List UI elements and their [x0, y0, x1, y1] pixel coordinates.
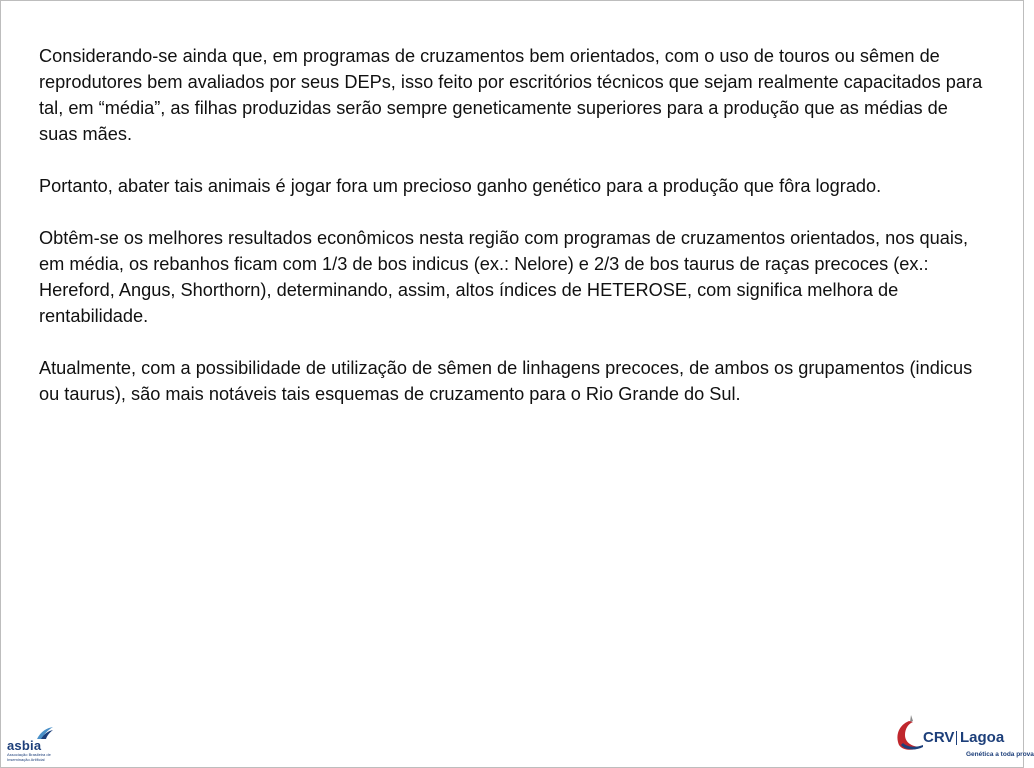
body-text	[39, 43, 989, 433]
paragraph-2: Portanto, abater tais animais é jogar fora um precioso ganho genético para a produção que fôra logrado.	[39, 176, 882, 196]
paragraph-1: Considerando-se ainda que, em programas de cruzamentos bem orientados, com o uso de touros ou sêmen de reprodutores bem avaliados por seus DEPs, isso feito por escritórios técnicos que sejam realmente capacitados para tal, em “média”, as filhas produzidas serão sempre geneticamente superiores para a produção que as médias de suas mães.	[39, 46, 983, 144]
paragraph-4: Atualmente, com a possibilidade de utilização de sêmen de linhagens precoces, de ambos os grupamentos (indicus ou taurus), são mais notáveis tais esquemas de cruzamento para o Rio Grande do Sul.	[39, 358, 973, 404]
crv-swoosh-icon	[893, 713, 925, 753]
paragraph-3: Obtêm-se os melhores resultados econômicos nesta região com programas de cruzamentos orientados, nos quais, em média, os rebanhos ficam com 1/3 de bos indicus (ex.: Nelore) e 2/3 de bos taurus de raças precoces (ex.: Hereford, Angus, Shorthorn), determinando, assim, altos índices de HETEROSE, com significa melhora de rentabilidade.	[39, 228, 969, 326]
asbia-logo-name: asbia	[7, 738, 42, 753]
crv-brand-text: CRV	[923, 729, 955, 746]
lagoa-brand-text: Lagoa	[960, 729, 1005, 746]
asbia-logo-subtitle: Associação Brasileira de Inseminação Artificial	[7, 752, 51, 762]
logo-divider	[956, 731, 957, 745]
asbia-logo	[7, 725, 55, 765]
crv-lagoa-logo	[893, 713, 1034, 763]
logo-tagline: Genética a toda prova	[966, 751, 1034, 758]
